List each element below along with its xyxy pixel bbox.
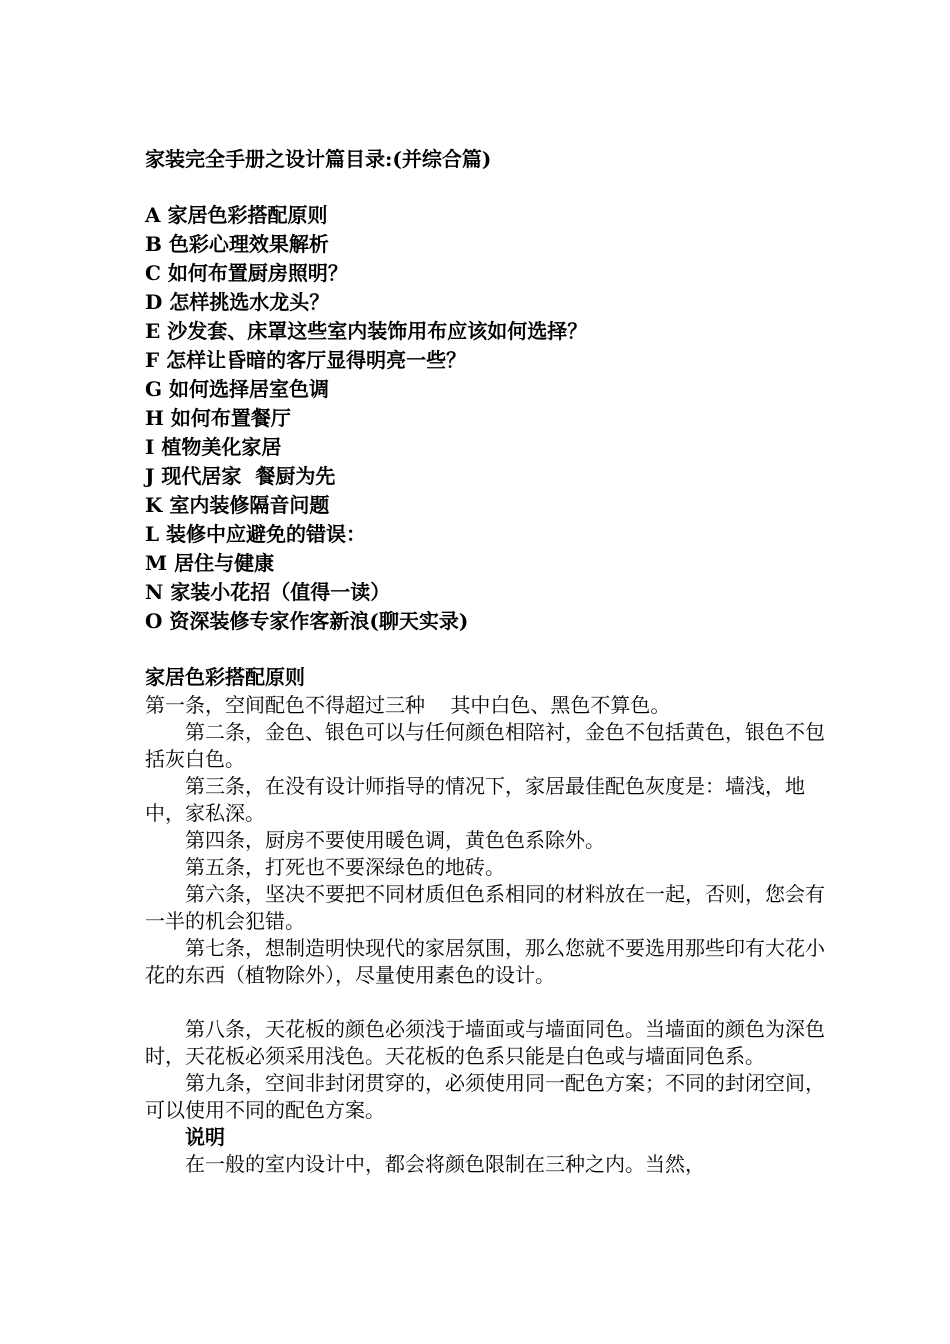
rule-6: 第六条，坚决不要把不同材质但色系相同的材料放在一起，否则，您会有一半的机会犯错。 xyxy=(145,882,825,933)
rule-1: 第一条，空间配色不得超过三种 其中白色、黑色不算色。 xyxy=(145,693,671,717)
toc-item-n: N 家装小花招（值得一读） xyxy=(145,580,391,604)
rule-2: 第二条，金色、银色可以与任何颜色相陪衬，金色不包括黄色，银色不包括灰白色。 xyxy=(145,720,825,771)
rule-4: 第四条，厨房不要使用暖色调，黄色色系除外。 xyxy=(185,828,605,852)
toc-item-a: A 家居色彩搭配原则 xyxy=(145,203,328,227)
toc-item-g: G 如何选择居室色调 xyxy=(145,377,330,401)
document-title: 家装完全手册之设计篇目录:(并综合篇) xyxy=(145,147,492,171)
document-page xyxy=(145,145,825,1178)
toc-item-l: L 装修中应避免的错误： xyxy=(145,522,367,546)
note-text: 在一般的室内设计中，都会将颜色限制在三种之内。当然， xyxy=(185,1152,705,1176)
rule-7: 第七条，想制造明快现代的家居氛围，那么您就不要选用那些印有大花小花的东西（植物除外），尽量使用素色的设计。 xyxy=(145,936,825,987)
toc-item-c: C 如何布置厨房照明？ xyxy=(145,261,348,285)
toc-item-f: F 怎样让昏暗的客厅显得明亮一些？ xyxy=(145,348,467,372)
toc-item-b: B 色彩心理效果解析 xyxy=(145,232,329,256)
toc-item-d: D 怎样挑选水龙头？ xyxy=(145,290,330,314)
rule-8: 第八条，天花板的颜色必须浅于墙面或与墙面同色。当墙面的颜色为深色时，天花板必须采用浅色。天花板的色系只能是白色或与墙面同色系。 xyxy=(145,1017,825,1068)
rule-5: 第五条，打死也不要深绿色的地砖。 xyxy=(185,855,505,879)
section-heading: 家居色彩搭配原则 xyxy=(145,665,305,689)
toc-item-j: J 现代居家 餐厨为先 xyxy=(145,464,336,488)
toc-item-m: M 居住与健康 xyxy=(145,551,275,575)
blank-line xyxy=(145,989,825,1016)
toc-item-k: K 室内装修隔音问题 xyxy=(145,493,330,517)
toc-item-i: I 植物美化家居 xyxy=(145,435,282,459)
toc-item-h: H 如何布置餐厅 xyxy=(145,406,291,430)
rule-3: 第三条，在没有设计师指导的情况下，家居最佳配色灰度是：墙浅，地中，家私深。 xyxy=(145,774,805,825)
toc-item-e: E 沙发套、床罩这些室内装饰用布应该如何选择？ xyxy=(145,319,588,343)
note-heading: 说明 xyxy=(185,1125,225,1149)
toc-item-o: O 资深装修专家作客新浪(聊天实录) xyxy=(145,609,469,633)
rule-9: 第九条，空间非封闭贯穿的，必须使用同一配色方案；不同的封闭空间，可以使用不同的配色方案。 xyxy=(145,1071,825,1122)
table-of-contents xyxy=(145,201,825,636)
